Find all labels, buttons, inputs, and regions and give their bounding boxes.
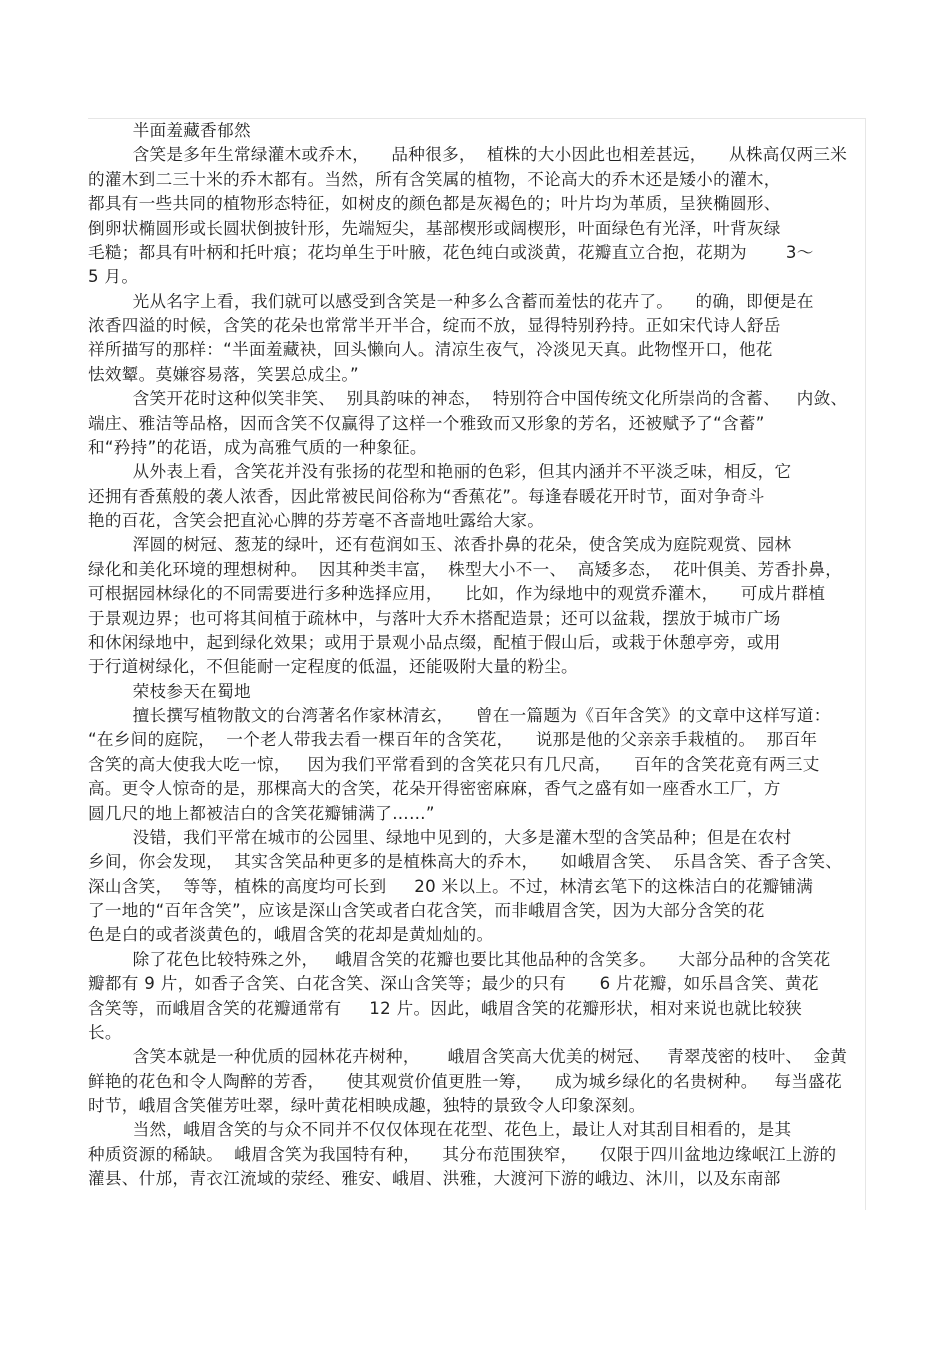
text-line: 光从名字上看，我们就可以感受到含笑是一种多么含蓄而羞怯的花卉了。 的确，即便是在	[88, 291, 814, 311]
text-line: 灌县、什邡，青衣江流域的荥经、雅安、峨眉、洪雅，大渡河下游的峨边、沐川，以及东南部	[88, 1169, 781, 1189]
text-line: “在乡间的庭院， 一个老人带我去看一棵百年的含笑花， 说那是他的父亲亲手栽植的。 那百年	[88, 730, 818, 750]
text-line: 于行道树绿化，不但能耐一定程度的低温，还能吸附大量的粉尘。	[88, 657, 578, 677]
text-line: 擅长撰写植物散文的台湾著名作家林清玄， 曾在一篇题为《百年含笑》的文章中这样写道：	[88, 706, 831, 725]
text-line: 绿化和美化环境的理想树种。 因其种类丰富， 株型大小不一、 高矮多态， 花叶俱美、芳香扑鼻，	[88, 559, 843, 579]
text-line: 艳的百花，含笑会把直沁心脾的芬芳毫不吝啬地吐露给大家。	[88, 511, 545, 530]
text-line: 还拥有香蕉般的袭人浓香，因此常被民间俗称为“香蕉花”。每逢春暖花开时节，面对争奇斗	[88, 486, 765, 506]
text-line: 端庄、雅洁等品格，因而含笑不仅赢得了这样一个雅致而又形象的芳名，还被赋予了“含蓄”	[88, 413, 765, 433]
text-line: 倒卵状椭圆形或长圆状倒披针形，先端短尖，基部楔形或阔楔形，叶面绿色有光泽，叶背灰绿	[88, 218, 781, 238]
text-line: 可根据园林绿化的不同需要进行多种选择应用， 比如，作为绿地中的观赏乔灌木， 可成片群植	[88, 584, 826, 604]
text-line: 和“矜持”的花语，成为高雅气质的一种象征。	[88, 437, 427, 457]
text-line: 含笑等，而峨眉含笑的花瓣通常有 12 片。因此，峨眉含笑的花瓣形状，相对来说也就比较狭	[88, 998, 803, 1018]
text-line: 没错，我们平常在城市的公园里、绿地中见到的，大多是灌木型的含笑品种；但是在农村	[88, 827, 792, 847]
text-line: 的灌木到二三十米的乔木都有。当然，所有含笑属的植物，不论高大的乔木还是矮小的灌木，	[88, 169, 781, 189]
text-line: 毛糙；都具有叶柄和托叶痕；花均单生于叶腋，花色纯白或淡黄，花瓣直立合抱，花期为 3～	[88, 242, 814, 262]
text-line: 高。更令人惊奇的是，那棵高大的含笑，花朵开得密密麻麻，香气之盛有如一座香水工厂，方	[88, 779, 781, 799]
text-line: 鲜艳的花色和令人陶醉的芳香， 使其观赏价值更胜一筹， 成为城乡绿化的名贵树种。 每当盛花	[88, 1071, 842, 1091]
text-line: 圆几尺的地上都被洁白的含笑花瓣铺满了……”	[88, 803, 435, 823]
text-line: 色是白的或者淡黄色的，峨眉含笑的花却是黄灿灿的。	[88, 925, 494, 945]
text-line: 时节，峨眉含笑催芳吐翠，绿叶黄花相映成趣，独特的景致令人印象深刻。	[88, 1096, 646, 1115]
text-line: 于景观边界；也可将其间植于疏林中，与落叶大乔木搭配造景；还可以盆栽，摆放于城市广场	[88, 608, 781, 628]
text-line: 含笑开花时这种似笑非笑、 别具韵味的神态， 特别符合中国传统文化所崇尚的含蓄、 内敛、	[88, 389, 848, 409]
text-line: 从外表上看，含笑花并没有张扬的花型和艳丽的色彩，但其内涵并不平淡乏味，相反，它	[88, 462, 792, 482]
text-line: 和休闲绿地中，起到绿化效果；或用于景观小品点缀，配植于假山后，或栽于休憩亭旁，或用	[88, 632, 781, 652]
text-line: 荣枝参天在蜀地	[88, 681, 251, 701]
text-line: 祥所描写的那样：“半面羞藏袂，回头懒向人。清凉生夜气，冷淡见天真。此物悭开口，他花	[88, 340, 773, 360]
text-line: 含笑的高大使我大吃一惊， 因为我们平常看到的含笑花只有几尺高， 百年的含笑花竟有两三丈	[88, 754, 820, 774]
text-line: 长。	[88, 1022, 122, 1042]
text-line: 瓣都有 9 片，如香子含笑、白花含笑、深山含笑等；最少的只有 6 片花瓣，如乐昌含笑、黄花	[88, 974, 819, 994]
text-line: 怯效颦。莫嫌容易落，笑罢总成尘。”	[88, 364, 359, 384]
text-line: 浓香四溢的时候，含笑的花朵也常常半开半合，绽而不放，显得特别矜持。正如宋代诗人舒岳	[88, 316, 781, 335]
text-line: 乡间，你会发现， 其实含笑品种更多的是植株高大的乔木， 如峨眉含笑、 乐昌含笑、香子含笑、	[88, 852, 843, 872]
text-line: 5 月。	[88, 267, 139, 287]
text-line: 都具有一些共同的植物形态特征，如树皮的颜色都是灰褐色的；叶片均为革质，呈狭椭圆形、	[88, 194, 781, 214]
text-line: 半面羞藏香郁然	[88, 121, 251, 140]
text-line: 了一地的“百年含笑”，应该是深山含笑或者白花含笑，而非峨眉含笑，因为大部分含笑的花	[88, 901, 765, 920]
text-line: 浑圆的树冠、葱茏的绿叶，还有苞润如玉、浓香扑鼻的花朵，使含笑成为庭院观赏、园林	[88, 535, 792, 555]
article-body	[88, 119, 866, 1192]
text-line: 含笑是多年生常绿灌木或乔木， 品种很多， 植株的大小因此也相差甚远， 从株高仅两三米	[88, 145, 848, 165]
text-line: 含笑本就是一种优质的园林花卉树种， 峨眉含笑高大优美的树冠、 青翠茂密的枝叶、 金黄	[88, 1047, 848, 1067]
text-line: 除了花色比较特殊之外， 峨眉含笑的花瓣也要比其他品种的含笑多。 大部分品种的含笑花	[88, 949, 831, 969]
text-line: 深山含笑， 等等，植株的高度均可长到 20 米以上。不过，林清玄笔下的这株洁白的花瓣铺满	[88, 876, 814, 896]
text-line: 种质资源的稀缺。 峨眉含笑为我国特有种， 其分布范围狭窄， 仅限于四川盆地边缘岷江上游的	[88, 1144, 837, 1164]
text-line: 当然，峨眉含笑的与众不同并不仅仅体现在花型、花色上，最让人对其刮目相看的，是其	[88, 1120, 792, 1140]
